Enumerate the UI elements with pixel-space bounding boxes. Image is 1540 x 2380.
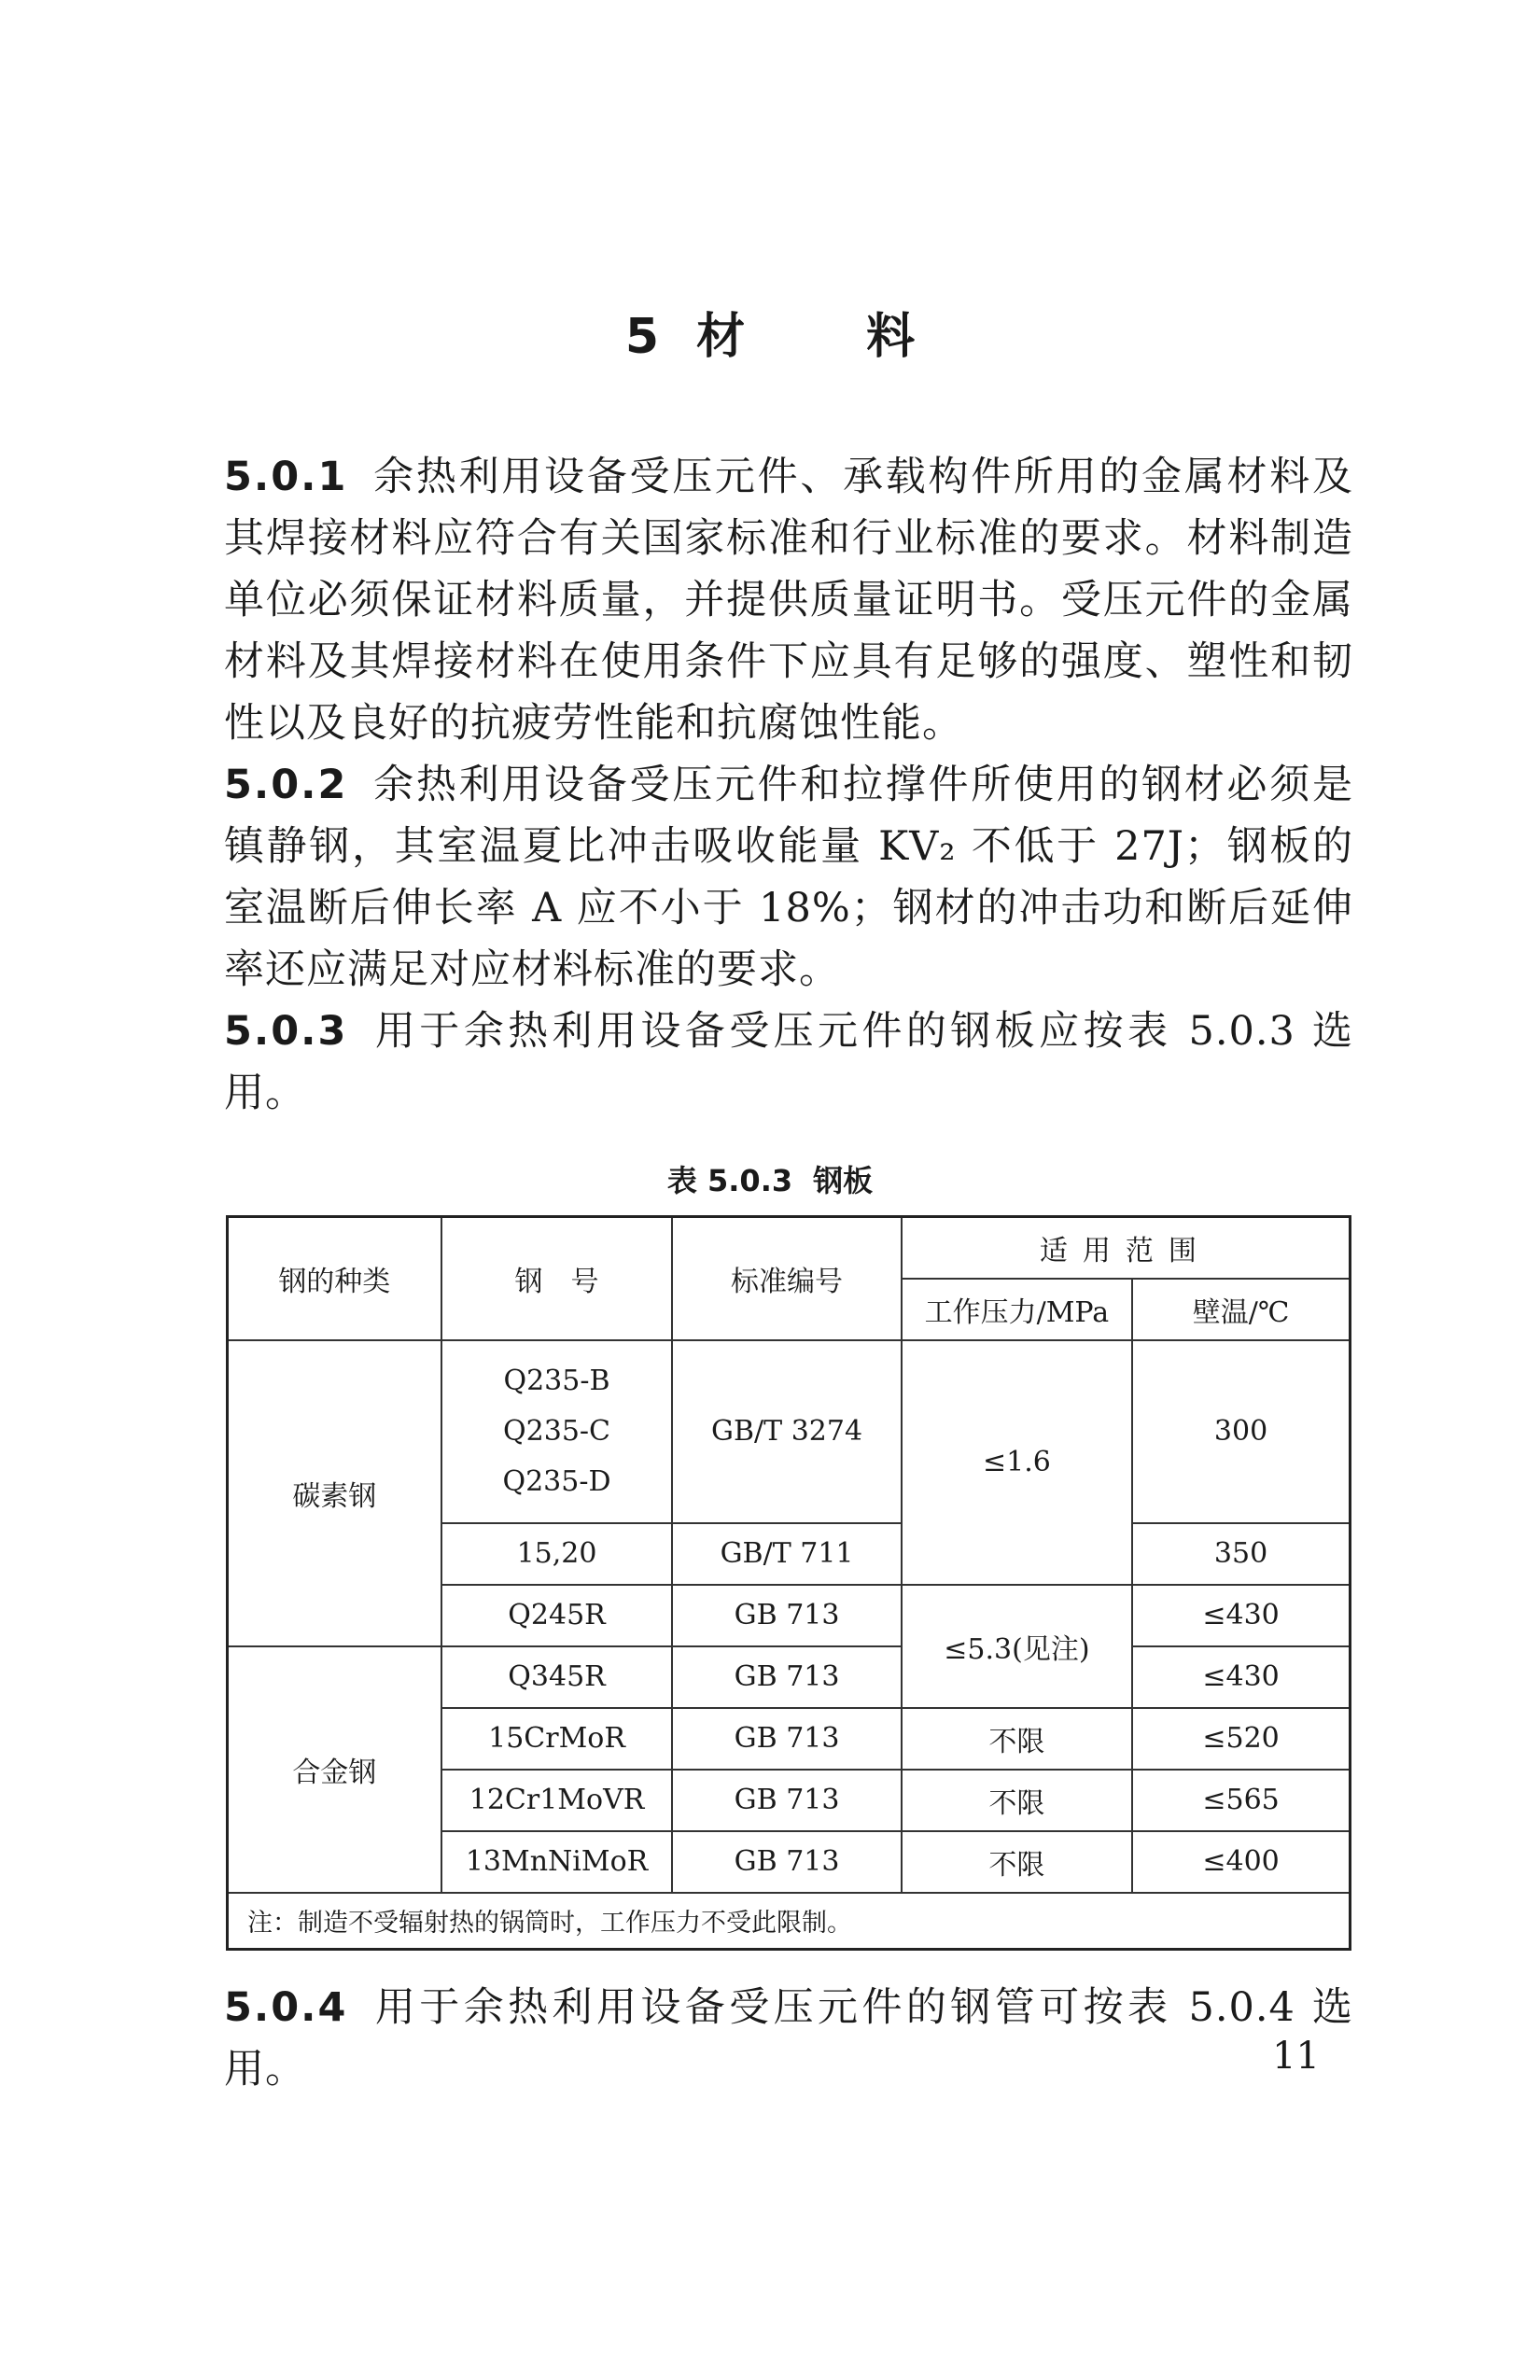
- header-scope: 适用范围: [902, 1217, 1351, 1279]
- clause-5-0-3: [224, 1001, 1353, 1124]
- standard-cell: GB 713: [672, 1708, 901, 1770]
- header-pressure: 工作压力/MPa: [902, 1279, 1132, 1340]
- wall-temp-cell: ≤430: [1132, 1646, 1350, 1708]
- grade-cell: 13MnNiMoR: [441, 1831, 673, 1893]
- grade-cell: 12Cr1MoVR: [441, 1770, 673, 1831]
- table-row: [228, 1646, 1351, 1708]
- standard-cell: GB 713: [672, 1585, 901, 1646]
- chapter-title-part2: 料: [866, 309, 916, 365]
- grade-cell: 15CrMoR: [441, 1708, 673, 1770]
- wall-temp-cell: ≤565: [1132, 1770, 1350, 1831]
- table-row: [228, 1340, 1351, 1523]
- clause-text: 余热利用设备受压元件和拉撑件所使用的钢材必须是镇静钢，其室温夏比冲击吸收能量 KV₂ 不低于 27J；钢板的室温断后伸长率 A 应不小于 18%；钢材的冲击功和断后延伸率还应满足对应材料标准的要求。: [224, 762, 1353, 993]
- grade-cell: 15,20: [441, 1523, 673, 1585]
- header-wall-temp: 壁温/℃: [1132, 1279, 1350, 1340]
- grade-q235b: Q235-B: [503, 1364, 610, 1397]
- pressure-cell: 不限: [902, 1831, 1132, 1893]
- clause-text: 用于余热利用设备受压元件的钢管可按表 5.0.4 选用。: [224, 1984, 1353, 2093]
- header-steel-type: 钢的种类: [228, 1217, 441, 1340]
- standard-cell: GB 713: [672, 1646, 901, 1708]
- wall-temp-cell: ≤430: [1132, 1585, 1350, 1646]
- table-caption-title: 钢板: [813, 1163, 874, 1198]
- group-carbon-steel: 碳素钢: [228, 1340, 441, 1646]
- standard-cell: GB/T 711: [672, 1523, 901, 1585]
- pressure-cell: ≤1.6: [902, 1340, 1132, 1585]
- clause-number: 5.0.3: [224, 1008, 348, 1055]
- grade-q235d: Q235-D: [502, 1464, 611, 1498]
- clause-number: 5.0.4: [224, 1984, 348, 2031]
- wall-temp-cell: ≤400: [1132, 1831, 1350, 1893]
- grade-cell: Q345R: [441, 1646, 673, 1708]
- pressure-cell: 不限: [902, 1770, 1132, 1831]
- clause-number: 5.0.1: [224, 454, 348, 500]
- standard-cell: GB 713: [672, 1770, 901, 1831]
- table-caption-number: 表 5.0.3: [666, 1163, 793, 1198]
- clause-text: 用于余热利用设备受压元件的钢板应按表 5.0.3 选用。: [224, 1008, 1353, 1116]
- steel-plate-table: [226, 1215, 1351, 1951]
- table-header-row: [228, 1217, 1351, 1279]
- header-grade: 钢 号: [441, 1217, 673, 1340]
- clause-5-0-1: [224, 446, 1353, 754]
- chapter-title: [0, 297, 1540, 367]
- wall-temp-cell: 300: [1132, 1340, 1350, 1523]
- clause-5-0-4: [224, 1977, 1353, 2100]
- pressure-cell: ≤5.3(见注): [902, 1585, 1132, 1708]
- wall-temp-cell: 350: [1132, 1523, 1350, 1585]
- clause-number: 5.0.2: [224, 762, 348, 808]
- grade-cell: Q245R: [441, 1585, 673, 1646]
- chapter-title-part1: 材: [696, 309, 746, 365]
- table-caption: [0, 1157, 1540, 1200]
- table-note: 注：制造不受辐射热的锅筒时，工作压力不受此限制。: [228, 1893, 1351, 1950]
- standard-cell: GB/T 3274: [672, 1340, 901, 1523]
- grade-cell: [441, 1340, 673, 1523]
- header-standard: 标准编号: [672, 1217, 901, 1340]
- pressure-cell: 不限: [902, 1708, 1132, 1770]
- wall-temp-cell: ≤520: [1132, 1708, 1350, 1770]
- group-alloy-steel: 合金钢: [228, 1646, 441, 1893]
- standard-cell: GB 713: [672, 1831, 901, 1893]
- clause-text: 余热利用设备受压元件、承载构件所用的金属材料及其焊接材料应符合有关国家标准和行业标准的要求。材料制造单位必须保证材料质量，并提供质量证明书。受压元件的金属材料及其焊接材料在使用条件下应具有足够的强度、塑性和韧性以及良好的抗疲劳性能和抗腐蚀性能。: [224, 454, 1353, 747]
- clause-5-0-2: [224, 754, 1353, 1001]
- page-number: 11: [1272, 2035, 1320, 2078]
- table-note-row: [228, 1893, 1351, 1950]
- grade-q235c: Q235-C: [503, 1414, 610, 1448]
- chapter-number: 5: [624, 309, 660, 365]
